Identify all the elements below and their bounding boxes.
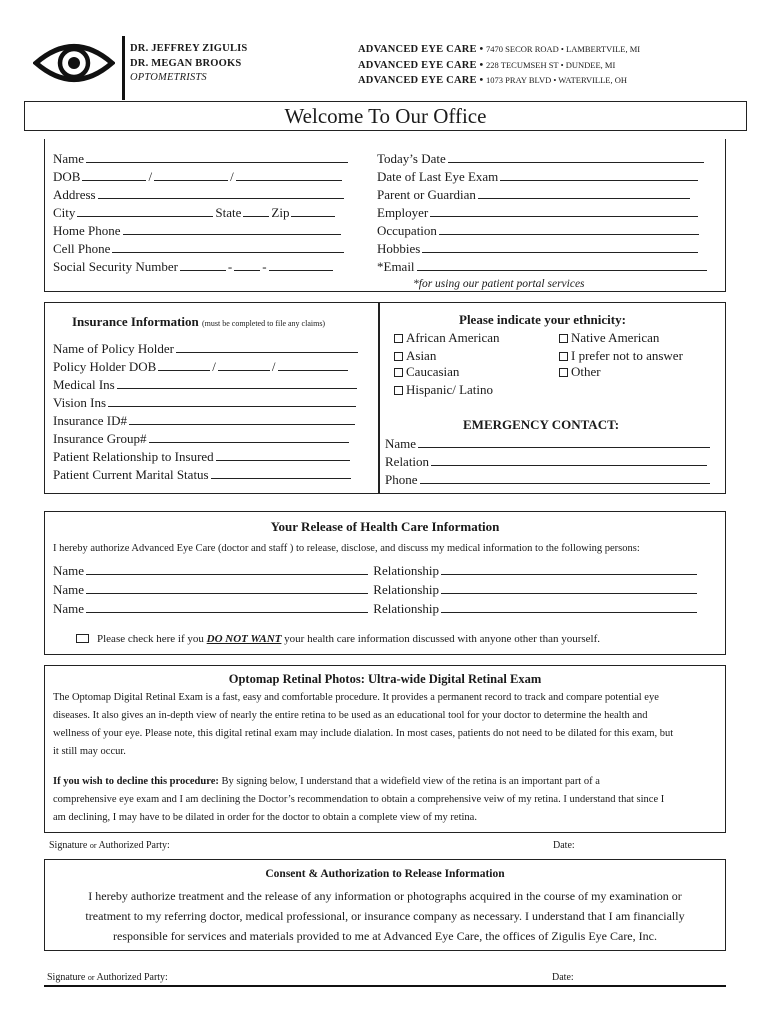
checkbox-icon[interactable] <box>559 334 568 343</box>
checkbox-icon[interactable] <box>394 368 403 377</box>
emergency-title: EMERGENCY CONTACT: <box>463 417 620 432</box>
ethnicity-title: Please indicate your ethnicity: <box>459 312 626 327</box>
consent-date-field[interactable]: Date: <box>552 972 574 983</box>
consent-signature-field[interactable]: Signature or Authorized Party: <box>47 972 168 983</box>
release-row-3[interactable]: Name Relationship <box>53 600 699 618</box>
optomap-date-field[interactable]: Date: <box>553 840 575 851</box>
employer-field[interactable]: Employer <box>377 204 700 222</box>
city-state-zip-field[interactable]: City State Zip <box>53 204 337 222</box>
optomap-description: The Optomap Digital Retinal Exam is a fast, easy and comfortable procedure. It provides a permanent record to track and compare potential eye diseases. It also gives an in-depth view of nearly the entire retina to be used as an educational tool for your doctor to determine the health and wellness of your eye. Please note, this digital retinal exam may include dialation. In most cases, patients do not need to be dilated for this exam, but it still may occur. <box>53 692 674 757</box>
policy-dob-field[interactable]: Policy Holder DOB / / <box>53 358 350 376</box>
ethnicity-asian[interactable]: Asian <box>394 347 436 365</box>
release-title: Your Release of Health Care Information <box>270 519 500 534</box>
doctor-2: DR. MEGAN BROOKS <box>130 57 242 69</box>
ethnicity-hispanic[interactable]: Hispanic/ Latino <box>394 381 493 399</box>
medical-ins-field[interactable]: Medical Ins <box>53 376 359 394</box>
insurance-group-field[interactable]: Insurance Group# <box>53 430 351 448</box>
insurance-id-field[interactable]: Insurance ID# <box>53 412 357 430</box>
release-optout[interactable]: Please check here if you DO NOT WANT your health care information discussed with anyone other than yourself. <box>76 630 600 648</box>
name-field[interactable]: Name <box>53 150 350 168</box>
doctor-1: DR. JEFFREY ZIGULIS <box>130 43 248 54</box>
portal-note: *for using our patient portal services <box>413 278 585 290</box>
todays-date-field[interactable]: Today’s Date <box>377 150 706 168</box>
doctor-names <box>130 42 247 86</box>
header-divider <box>122 36 125 100</box>
checkbox-icon[interactable] <box>394 386 403 395</box>
location-1: ADVANCED EYE CARE • 7470 SECOR ROAD • LAMBERTVILE, MI <box>358 44 641 55</box>
ssn-field[interactable]: Social Security Number - - <box>53 258 335 276</box>
ethnicity-other[interactable]: Other <box>559 363 601 381</box>
welcome-title: Welcome To Our Office <box>24 101 747 131</box>
checkbox-icon[interactable] <box>394 334 403 343</box>
locations <box>358 42 640 89</box>
insurance-title: Insurance Information (must be completed to file any claims) <box>72 314 326 329</box>
emergency-name-field[interactable]: Name <box>385 435 712 453</box>
location-3: ADVANCED EYE CARE • 1073 PRAY BLVD • WATERVILLE, OH <box>358 75 628 86</box>
parent-guardian-field[interactable]: Parent or Guardian <box>377 186 692 204</box>
ethnicity-prefer-not[interactable]: I prefer not to answer <box>559 347 683 365</box>
patient-relationship-field[interactable]: Patient Relationship to Insured <box>53 448 352 466</box>
last-exam-field[interactable]: Date of Last Eye Exam <box>377 168 700 186</box>
email-field[interactable]: *Email <box>377 258 709 276</box>
hobbies-field[interactable]: Hobbies <box>377 240 700 258</box>
address-field[interactable]: Address <box>53 186 346 204</box>
vision-ins-field[interactable]: Vision Ins <box>53 394 358 412</box>
home-phone-field[interactable]: Home Phone <box>53 222 343 240</box>
marital-status-field[interactable]: Patient Current Marital Status <box>53 466 353 484</box>
dob-field[interactable]: DOB / / <box>53 168 344 186</box>
bottom-rule <box>44 985 726 987</box>
location-2: ADVANCED EYE CARE • 228 TECUMSEH ST • DUNDEE, MI <box>358 59 616 71</box>
ethnicity-caucasian[interactable]: Caucasian <box>394 363 459 381</box>
consent-text: I hereby authorize treatment and the release of any information or photographs acquired in the course of my examination or treatment to my referring doctor, medical professional, or insurance company as necessary. I understand that I am financially responsible for services and materials provided to me at Advanced Eye Care, the offices of Zigulis Eye Care, Inc. <box>85 889 685 943</box>
policy-holder-field[interactable]: Name of Policy Holder <box>53 340 360 358</box>
optomap-title: Optomap Retinal Photos: Ultra-wide Digital Retinal Exam <box>228 672 542 686</box>
emergency-relation-field[interactable]: Relation <box>385 453 709 471</box>
checkbox-icon[interactable] <box>559 368 568 377</box>
checkbox-icon[interactable] <box>559 352 568 361</box>
optout-checkbox-icon[interactable] <box>76 634 89 643</box>
checkbox-icon[interactable] <box>394 352 403 361</box>
ethnicity-african-american[interactable]: African American <box>394 329 499 347</box>
emergency-phone-field[interactable]: Phone <box>385 471 712 489</box>
eye-logo-icon <box>33 38 115 88</box>
release-row-1[interactable]: Name Relationship <box>53 562 699 580</box>
doctor-title: OPTOMETRISTS <box>130 72 207 83</box>
optomap-decline: If you wish to decline this procedure: By signing below, I understand that a widefield view of the retina is an important part of a comprehensive eye exam and I am declining the Doctor’s recommendation to obtain a comprehensive veiw of my retina. I understand that since I am declining, I may have to be dilated in order for the doctor to obtain a complete view of my retina. <box>53 776 665 823</box>
consent-title: Consent & Authorization to Release Information <box>265 868 505 880</box>
ethnicity-native-american[interactable]: Native American <box>559 329 659 347</box>
optomap-signature-field[interactable]: Signature or Authorized Party: <box>49 840 170 851</box>
occupation-field[interactable]: Occupation <box>377 222 701 240</box>
release-intro: I hereby authorize Advanced Eye Care (doctor and staff ) to release, disclose, and discuss my medical information to the following persons: <box>53 543 640 554</box>
release-row-2[interactable]: Name Relationship <box>53 581 699 599</box>
insurance-divider <box>378 302 380 494</box>
cell-phone-field[interactable]: Cell Phone <box>53 240 346 258</box>
